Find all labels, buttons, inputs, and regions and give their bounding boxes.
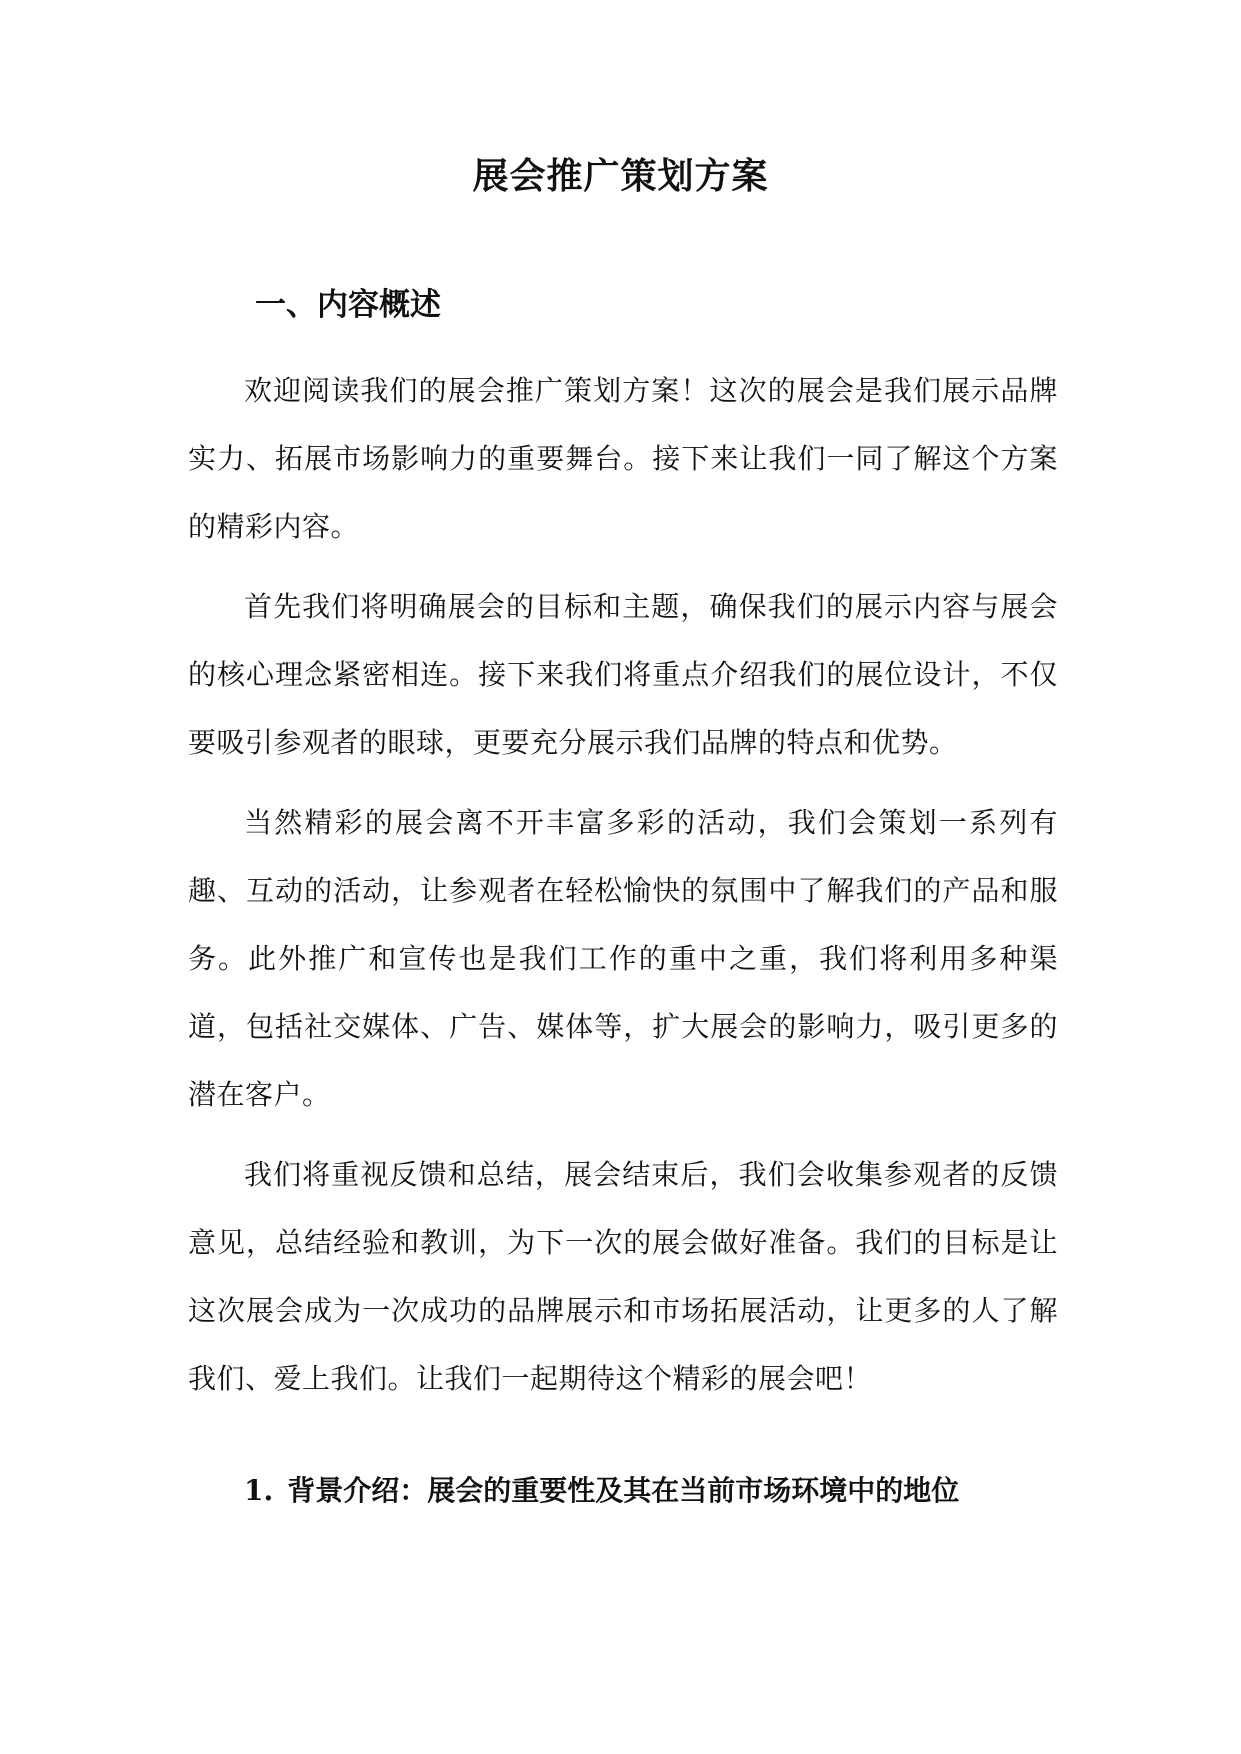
section-heading: 一、内容概述 (255, 287, 441, 323)
subheading-text: 背景介绍：展会的重要性及其在当前市场环境中的地位 (287, 1474, 960, 1507)
paragraph-activities: 当然精彩的展会离不开丰富多彩的活动，我们会策划一系列有趣、互动的活动，让参观者在轻松愉快的氛围中了解我们的产品和服务。此外推广和宣传也是我们工作的重中之重，我们将利用多种渠道，包括社交媒体、广告、媒体等，扩大展会的影响力，吸引更多的潜在客户。 (188, 806, 1058, 1111)
subheading-number: 1. (244, 1474, 274, 1507)
body-text (188, 357, 1058, 1425)
paragraph-feedback: 我们将重视反馈和总结，展会结束后，我们会收集参观者的反馈意见，总结经验和教训，为下一次的展会做好准备。我们的目标是让这次展会成为一次成功的品牌展示和市场拓展活动，让更多的人了解我们、爱上我们。让我们一起期待这个精彩的展会吧！ (188, 1158, 1058, 1395)
paragraph-goals: 首先我们将明确展会的目标和主题，确保我们的展示内容与展会的核心理念紧密相连。接下来我们将重点介绍我们的展位设计，不仅要吸引参观者的眼球，更要充分展示我们品牌的特点和优势。 (188, 590, 1058, 759)
subheading-background (244, 1466, 959, 1516)
paragraph-intro: 欢迎阅读我们的展会推广策划方案！这次的展会是我们展示品牌实力、拓展市场影响力的重要舞台。接下来让我们一同了解这个方案的精彩内容。 (188, 374, 1058, 543)
document-title: 展会推广策划方案 (472, 155, 769, 197)
